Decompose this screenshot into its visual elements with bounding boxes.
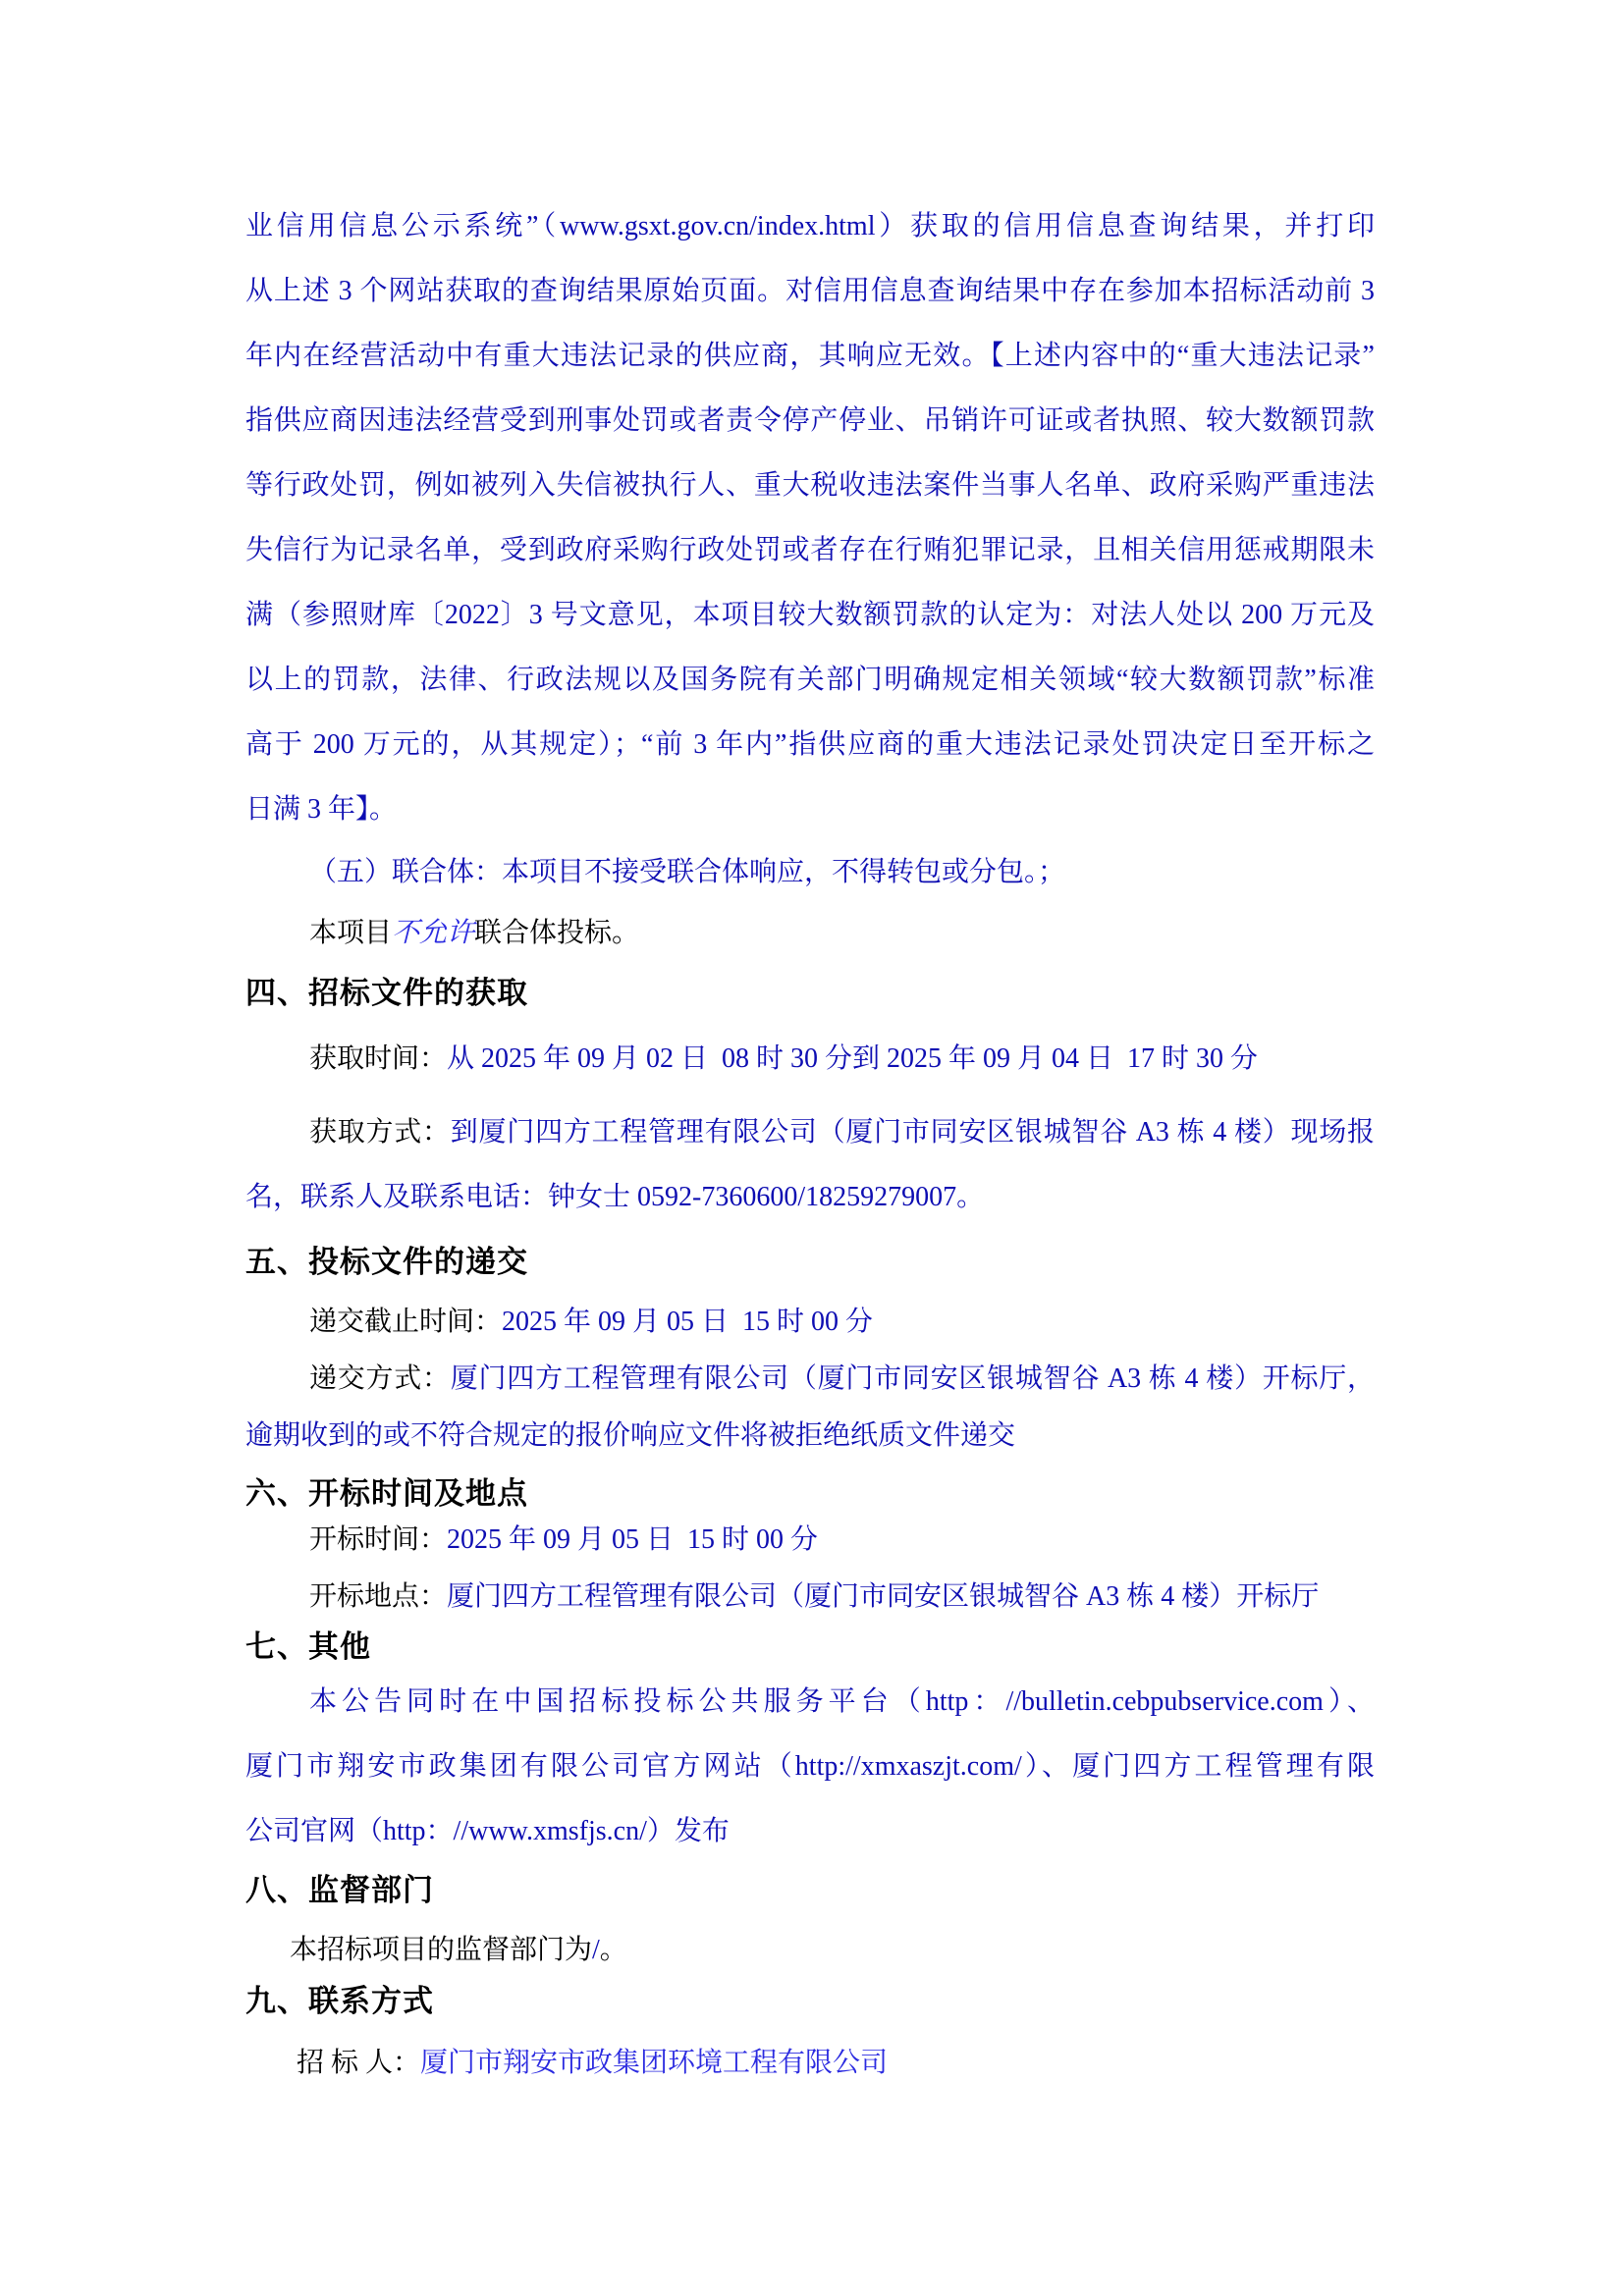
text-segment: 开标地点： [309, 1581, 448, 1612]
intro-paragraph [245, 194, 1375, 842]
submission-method-paragraph [245, 1351, 1375, 1465]
section-heading-contact: 九、联系方式 [245, 1984, 434, 2018]
text-segment: 不允许 [392, 918, 475, 948]
text-segment: 本公告同时在中国招标投标公共服务平台（http：//bulletin.cebpubservice.com）、 [309, 1686, 1375, 1717]
text-line [245, 903, 1375, 964]
text-segment: 高于 200 万元的，从其规定）；“前 3 年内”指供应商的重大违法记录处罚决定日至开标之 [245, 729, 1375, 760]
text-segment: 厦门四方工程管理有限公司（厦门市同安区银城智谷 A3 栋 4 楼）开标厅， [450, 1363, 1375, 1394]
text-line [245, 1351, 1375, 1408]
text-line [245, 389, 1375, 454]
text-line [245, 324, 1375, 389]
text-segment: 厦门市翔安市政集团有限公司官方网站（http://xmxaszjt.com/）、厦门四方工程管理有限 [245, 1751, 1375, 1782]
text-line [245, 1670, 1375, 1735]
text-segment: 到厦门四方工程管理有限公司（厦门市同安区银城智谷 A3 栋 4 楼）现场报 [450, 1117, 1375, 1148]
text-line [245, 1923, 1375, 1978]
text-segment: 递交方式： [309, 1363, 451, 1394]
text-line [245, 1031, 1375, 1088]
supervision-line [245, 1923, 1375, 1978]
text-line [245, 842, 1375, 903]
text-line [245, 648, 1375, 713]
text-segment: 递交截止时间： [309, 1307, 503, 1337]
tenderer-line [245, 2035, 1375, 2092]
text-line [245, 454, 1375, 518]
text-segment: 从上述 3 个网站获取的查询结果原始页面。对信用信息查询结果中存在参加本招标活动前 3 [245, 276, 1375, 306]
text-segment: 以上的罚款，法律、行政法规以及国务院有关部门明确规定相关领域“较大数额罚款”标准 [245, 665, 1375, 695]
text-segment: （五）联合体：本项目不接受联合体响应，不得转包或分包。； [309, 857, 1066, 887]
text-line [245, 1165, 1375, 1230]
text-segment: 指供应商因违法经营受到刑事处罚或者责令停产停业、吊销许可证或者执照、较大数额罚款 [245, 405, 1375, 436]
text-segment: 从 2025 年 09 月 02 日 08 时 30 分到 2025 年 09 月 04 日 17 时 30 分 [447, 1043, 1259, 1074]
text-segment: 。 [599, 1935, 627, 1965]
text-segment: 厦门市翔安市政集团环境工程有限公司 [420, 2048, 889, 2078]
bid-opening-lines [245, 1512, 1375, 1626]
text-line [245, 1100, 1375, 1165]
text-segment: 厦门四方工程管理有限公司（厦门市同安区银城智谷 A3 栋 4 楼）开标厅 [447, 1581, 1320, 1612]
text-line [245, 2035, 1375, 2092]
text-line [245, 1512, 1375, 1569]
text-line [245, 713, 1375, 777]
text-segment: / [592, 1935, 600, 1965]
text-segment: 本招标项目的监督部门为 [290, 1935, 593, 1965]
text-segment: 失信行为记录名单，受到政府采购行政处罚或者存在行贿犯罪记录，且相关信用惩戒期限未 [245, 535, 1375, 565]
text-segment: 联合体投标。 [474, 918, 640, 948]
text-segment: 满（参照财库〔2022〕3 号文意见，本项目较大数额罚款的认定为：对法人处以 200 万元及 [245, 600, 1375, 630]
obtain-method-paragraph [245, 1100, 1375, 1230]
text-segment: 2025 年 09 月 05 日 15 时 00 分 [447, 1524, 819, 1555]
text-line [245, 777, 1375, 842]
text-segment: 名，联系人及联系电话：钟女士 0592-7360600/18259279007。 [245, 1182, 985, 1212]
text-line [245, 1735, 1375, 1799]
text-line [245, 518, 1375, 583]
text-segment: 逾期收到的或不符合规定的报价响应文件将被拒绝纸质文件递交 [245, 1420, 1016, 1451]
obtain-time-line [245, 1031, 1375, 1088]
text-segment: 等行政处罚，例如被列入失信被执行人、重大税收违法案件当事人名单、政府采购严重违法 [245, 470, 1375, 501]
text-line [245, 1294, 1375, 1351]
text-segment: 获取方式： [309, 1117, 451, 1148]
text-line [245, 1408, 1375, 1465]
joint-venture-clause [245, 842, 1375, 964]
submission-deadline-line [245, 1294, 1375, 1351]
text-segment: 招 标 人： [297, 2048, 421, 2078]
text-segment: 本项目 [309, 918, 393, 948]
text-line [245, 1799, 1375, 1864]
text-segment: 公司官网（http：//www.xmsfjs.cn/）发布 [245, 1816, 730, 1846]
text-segment: 2025 年 09 月 05 日 15 时 00 分 [502, 1307, 874, 1337]
section-heading-supervision: 八、监督部门 [245, 1873, 434, 1907]
section-heading-others: 七、其他 [245, 1629, 371, 1664]
section-heading-document-obtain: 四、招标文件的获取 [245, 976, 528, 1010]
text-line [245, 194, 1375, 259]
section-heading-bid-submission: 五、投标文件的递交 [245, 1245, 528, 1279]
text-segment: 获取时间： [309, 1043, 448, 1074]
text-segment: 日满 3 年】。 [245, 794, 398, 825]
text-segment: 业信用信息公示系统”（www.gsxt.gov.cn/index.html）获取的信用信息查询结果，并打印 [245, 211, 1375, 241]
text-line [245, 583, 1375, 648]
text-segment: 开标时间： [309, 1524, 448, 1555]
text-segment: 年内在经营活动中有重大违法记录的供应商，其响应无效。【上述内容中的“重大违法记录” [245, 341, 1375, 371]
text-line [245, 259, 1375, 324]
section-heading-bid-opening: 六、开标时间及地点 [245, 1476, 528, 1511]
announcement-platforms-paragraph [245, 1670, 1375, 1864]
text-line [245, 1569, 1375, 1626]
